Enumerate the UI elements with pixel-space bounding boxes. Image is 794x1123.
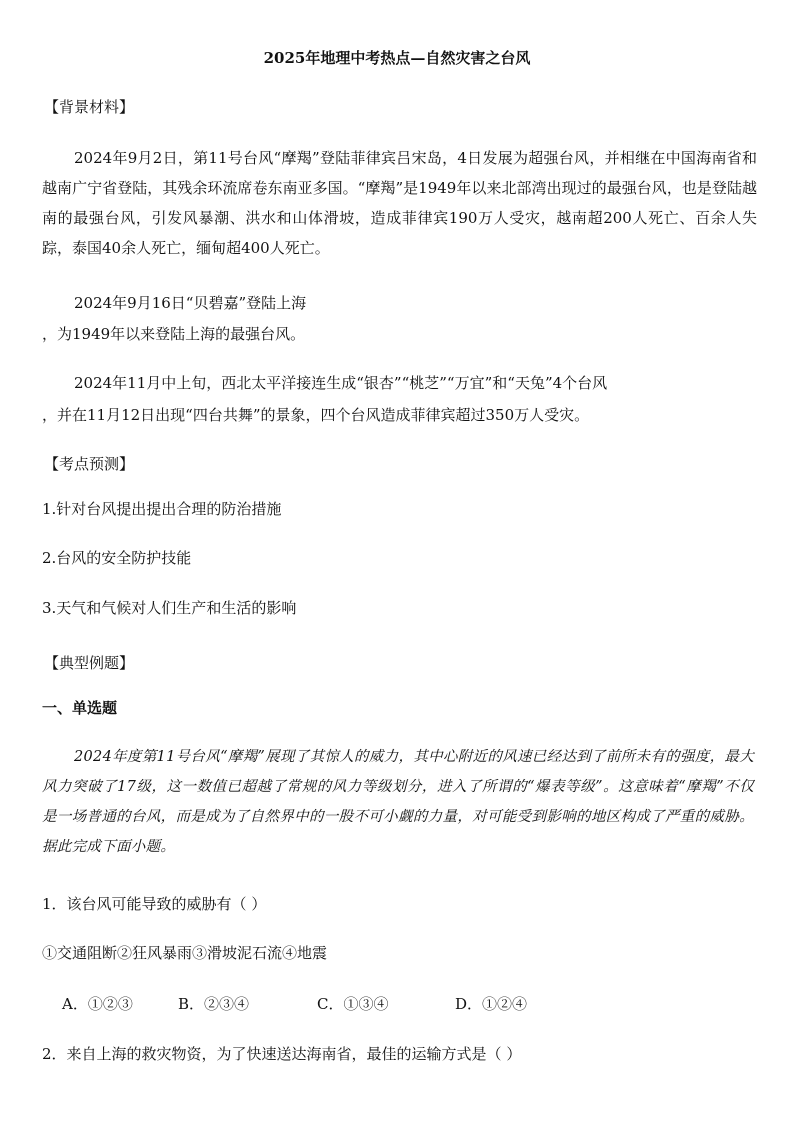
- document-title: 2025年地理中考热点—自然灾害之台风: [263, 49, 531, 67]
- single-choice-section-title: 一、单选题: [42, 699, 118, 717]
- examples-heading: 【典型例题】: [44, 654, 135, 672]
- forecast-item-3: 3.天气和气候对人们生产和生活的影响: [42, 599, 297, 617]
- background-paragraph-1: 2024年9月2日，第11号台风“摩羯”登陆菲律宾吕宋岛，4日发展为超强台风，并相继在中国海南省和越南广宁省登陆，其残余环流席卷东南亚多国。“摩羯”是1949年以来北部湾出现过的最强台风，也是登陆越南的最强台风，引发风暴潮、洪水和山体滑坡，造成菲律宾190万人受灾，越南超200人死亡、百余人失踪，泰国40余人死亡，缅甸超400人死亡。: [42, 149, 757, 257]
- option-c: C．①③④: [317, 995, 389, 1013]
- background-paragraph-3-line-1: 2024年11月中上旬，西北太平洋接连生成“银杏”“桃芝”“万宜”和“天兔”4个台风: [74, 374, 608, 392]
- forecast-item-1: 1.针对台风提出提出合理的防治措施: [42, 500, 282, 518]
- option-b: B．②③④: [178, 995, 250, 1013]
- question-material: 2024年度第11号台风“摩羯”展现了其惊人的威力，其中心附近的风速已经达到了前所未有的强度，最大风力突破了17级，这一数值已超越了常规的风力等级划分，进入了所谓的“爆表等级”。这意味着“摩羯”不仅是一场普通的台风，而是成为了自然界中的一股不可小觑的力量，对可能受到影响的地区构成了严重的威胁。据此完成下面小题。: [42, 749, 754, 855]
- question-1-items: ①交通阻断②狂风暴雨③滑坡泥石流④地震: [42, 944, 328, 962]
- background-paragraph-2-line-1: 2024年9月16日“贝碧嘉”登陆上海: [74, 294, 307, 312]
- forecast-heading: 【考点预测】: [44, 455, 135, 473]
- background-paragraph-2-line-2: ，为1949年以来登陆上海的最强台风。: [42, 325, 306, 343]
- question-2-stem: 2．来自上海的救灾物资，为了快速送达海南省，最佳的运输方式是（ ）: [42, 1045, 522, 1063]
- option-a: A．①②③: [62, 995, 133, 1013]
- forecast-item-2: 2.台风的安全防护技能: [42, 549, 192, 567]
- background-heading: 【背景材料】: [44, 98, 135, 116]
- background-paragraph-3-line-2: ，并在11月12日出现“四台共舞”的景象，四个台风造成菲律宾超过350万人受灾。: [42, 406, 590, 424]
- question-1-stem: 1．该台风可能导致的威胁有（ ）: [42, 895, 267, 913]
- option-d: D．①②④: [455, 995, 528, 1013]
